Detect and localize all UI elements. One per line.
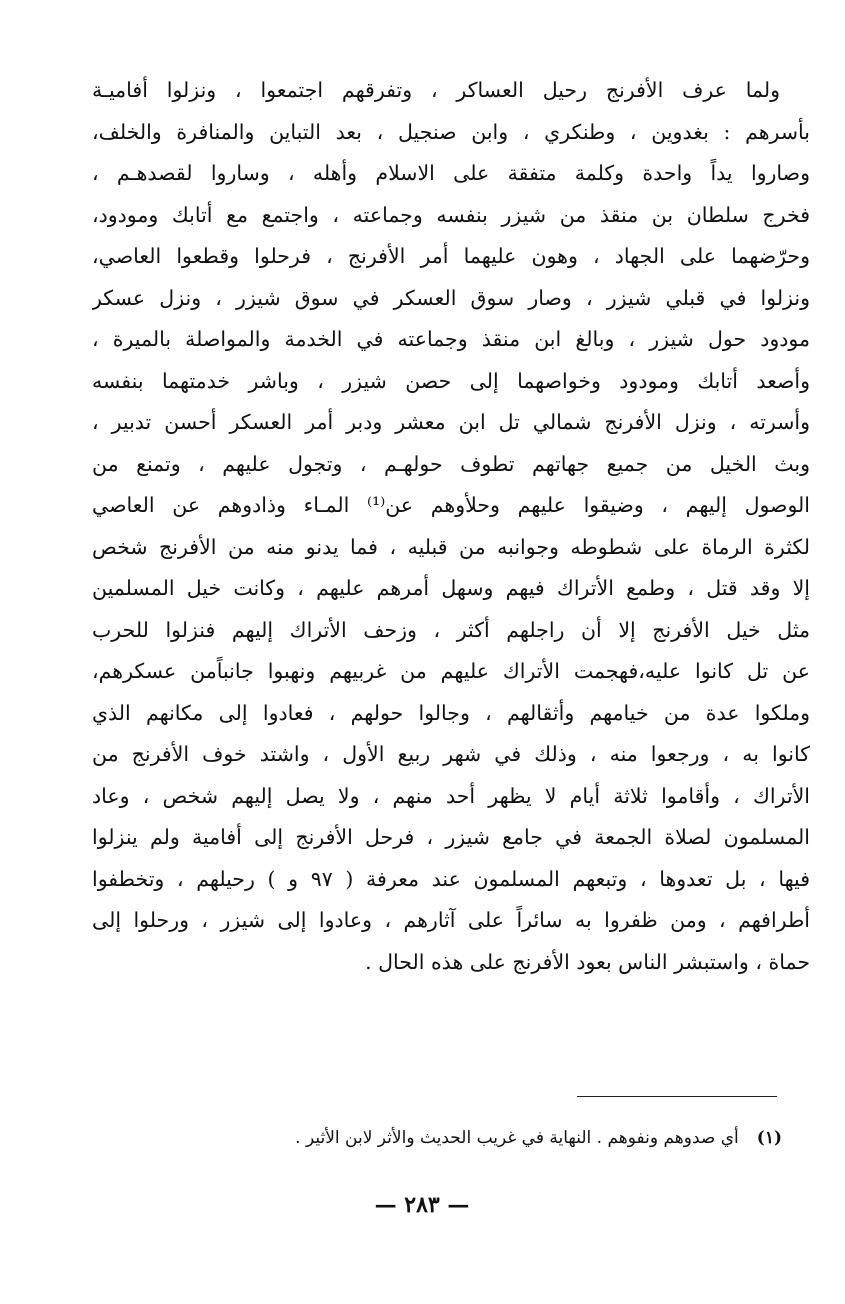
- text-line: الأتراك ، وأقاموا ثلاثة أيام لا يظهر أحد منهم ، ولا يصل إليهم شخص ، وعاد: [92, 783, 810, 808]
- page-number: — ٢٨٣ —: [374, 1192, 470, 1218]
- text-line: فيها ، بل تعدوها ، وتبعهم المسلمون عند معرفة ( ٩٧ و ) رحيلهم ، وتخطفوا: [92, 866, 810, 891]
- footnote: [92, 1118, 782, 1158]
- text-line: لكثرة الرماة على شطوطه وجوانبه من قبليه ، فما يدنو منه من الأفرنج شخص: [92, 534, 810, 559]
- footnote-separator: [577, 1096, 777, 1097]
- main-text-block: [92, 70, 810, 983]
- footnote-marker: (١): [756, 1128, 782, 1148]
- text-line: المسلمون لصلاة الجمعة في جامع شيزر ، فرحل الأفرنج إلى أفامية ولم ينزلوا: [92, 825, 810, 849]
- text-line: وحرّضهما على الجهاد ، وهون عليهما أمر الأفرنج ، فرحلوا وقطعوا العاصي،: [92, 244, 810, 268]
- text-line: وملكوا عدة من خيامهم وأثقالهم ، وجالوا حولهم ، فعادوا إلى مكانهم الذي: [92, 700, 810, 725]
- text-line: أطرافهم ، ومن ظفروا به سائراً على آثارهم ، وعادوا إلى شيزر ، ورحلوا إلى: [92, 908, 810, 932]
- text-line: بأسرهم : بغدوين ، وطنكري ، وابن صنجيل ، بعد التباين والمنافرة والخلف،: [92, 119, 810, 144]
- text-line: ونزلوا في قبلي شيزر ، وصار سوق العسكر في سوق شيزر ، ونزل عسكر: [92, 285, 810, 310]
- text-line: وأصعد أتابك ومودود وخواصهما إلى حصن شيزر ، وباشر خدمتهما بنفسه: [92, 368, 810, 393]
- footnote-text: أي صدوهم ونفوهم . النهاية في غريب الحديث والأثر لابن الأثير .: [295, 1128, 739, 1148]
- text-line: وبث الخيل من جميع جهاتهم تطوف حولهـم ، وتجول عليهم ، وتمنع من: [92, 451, 810, 476]
- text-line-last: حماة ، واستبشر الناس بعود الأفرنج على هذه الحال .: [365, 949, 810, 974]
- text-line: الوصول إليهم ، وضيقوا عليهم وحلأوهم عن⁽¹⁾ المـاء وذادوهم عن العاصي: [92, 493, 810, 517]
- text-line: وصاروا يداً واحدة وكلمة متفقة على الاسلام وأهله ، وساروا لقصدهـم ،: [92, 161, 810, 185]
- text-line: مودود حول شيزر ، وبالغ ابن منقذ وجماعته في الخدمة والمواصلة بالميرة ،: [92, 327, 810, 351]
- text-line: فخرج سلطان بن منقذ من شيزر بنفسه وجماعته ، واجتمع مع أتابك ومودود،: [92, 202, 810, 227]
- text-line: مثل خيل الأفرنج إلا أن راجلهم أكثر ، وزحف الأتراك إليهم فنزلوا للحرب: [92, 617, 810, 642]
- text-line: وأسرته ، ونزل الأفرنج شمالي تل ابن معشر ودبر أمر العسكر أحسن تدبير ،: [92, 410, 810, 434]
- text-line: عن تل كانوا عليه،فهجمت الأتراك عليهم من غربيهم ونهبوا جانباًمن عسكرهم،: [92, 659, 810, 683]
- text-line: كانوا به ، ورجعوا منه ، وذلك في شهر ربيع الأول ، واشتد خوف الأفرنج من: [92, 742, 810, 766]
- text-line: ولما عرف الأفرنج رحيل العساكر ، وتفرقهم اجتمعوا ، ونزلوا أفاميـة: [92, 78, 780, 102]
- text-line: إلا وقد قتل ، وطمع الأتراك فيهم وسهل أمرهم عليهم ، وكانت خيل المسلمين: [92, 576, 810, 600]
